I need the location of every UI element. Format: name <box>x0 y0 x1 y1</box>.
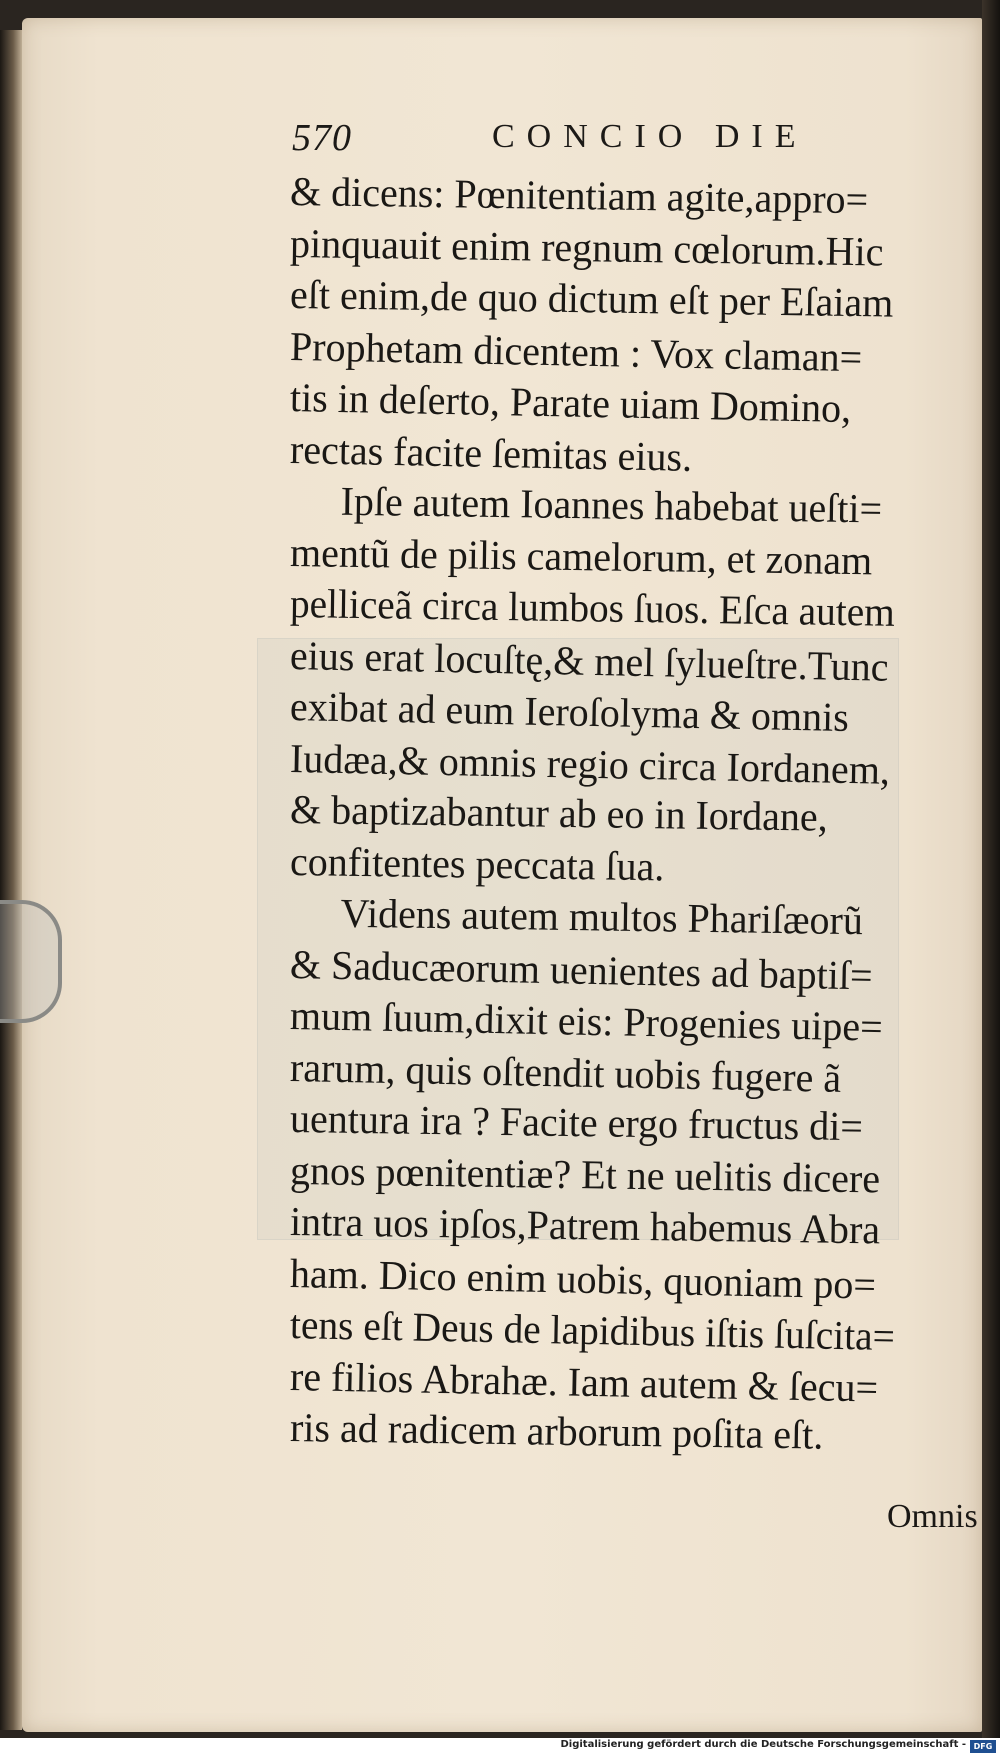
text-line: eius erat locuſtę,& mel ſylueſtre.Tunc <box>289 631 889 690</box>
page-header <box>292 116 852 160</box>
text-line: intra uos ipſos,Patrem habemus Abra <box>289 1198 881 1253</box>
text-line: Iudæa,& omnis regio circa Iordanem, <box>289 734 891 793</box>
paragraph-start-line: Ipſe autem Ioannes habebat ueſti= <box>340 477 883 532</box>
book-page <box>22 18 982 1732</box>
text-line: eſt enim,de quo dictum eſt per Eſaiam <box>289 271 894 326</box>
digitization-footer <box>0 1738 1000 1755</box>
text-line: pinquauit enim regnum cœlorum.Hic <box>289 219 884 274</box>
text-line: tis in deſerto, Parate uiam Domino, <box>289 374 852 432</box>
text-line: Prophetam dicentem : Vox claman= <box>289 322 863 380</box>
text-line: re filios Abrahæ. Iam autem & ſecu= <box>289 1352 879 1411</box>
book-spine-edge <box>0 30 22 1730</box>
book-right-edge <box>982 0 1000 1738</box>
dfg-logo: DFG <box>970 1740 996 1753</box>
text-line: ris ad radicem arborum poſita eſt. <box>289 1404 824 1458</box>
running-title: CONCIO DIE <box>492 118 808 155</box>
text-line: & dicens: Pœnitentiam agite,appro= <box>289 168 869 223</box>
text-line: tens eſt Deus de lapidibus iſtis ſuſcita= <box>289 1301 896 1360</box>
text-line: & Saducæorum uenientes ad baptiſ= <box>289 940 874 998</box>
funding-credit: Digitalisierung gefördert durch die Deutsche Forschungsgemeinschaft - <box>560 1739 966 1750</box>
catchword: Omnis <box>887 1498 978 1535</box>
text-line: uentura ira ? Facite ergo fructus di= <box>289 1095 864 1150</box>
paragraph-start-line: Videns autem multos Phariſæorũ <box>340 889 864 944</box>
folio-number: 570 <box>292 117 352 159</box>
text-line: confitentes peccata ſua. <box>289 837 665 889</box>
text-line: mum ſuum,dixit eis: Progenies uipe= <box>289 992 884 1050</box>
text-line: gnos pœnitentiæ? Et ne uelitis dicere <box>289 1146 881 1201</box>
bookmark-clip <box>0 900 62 1023</box>
text-line: rarum, quis oſtendit uobis fugere ã <box>289 1043 842 1101</box>
text-line: ham. Dico enim uobis, quoniam po= <box>289 1249 877 1308</box>
body-text <box>289 166 910 1458</box>
text-line: pelliceã circa lumbos ſuos. Eſca autem <box>289 580 896 635</box>
text-line: mentũ de pilis camelorum, et zonam <box>289 528 873 583</box>
text-line: rectas facite ſemitas eius. <box>289 425 693 480</box>
text-line: & baptizabantur ab eo in Iordane, <box>289 786 829 840</box>
text-line: exibat ad eum Ieroſolyma & omnis <box>289 683 850 740</box>
